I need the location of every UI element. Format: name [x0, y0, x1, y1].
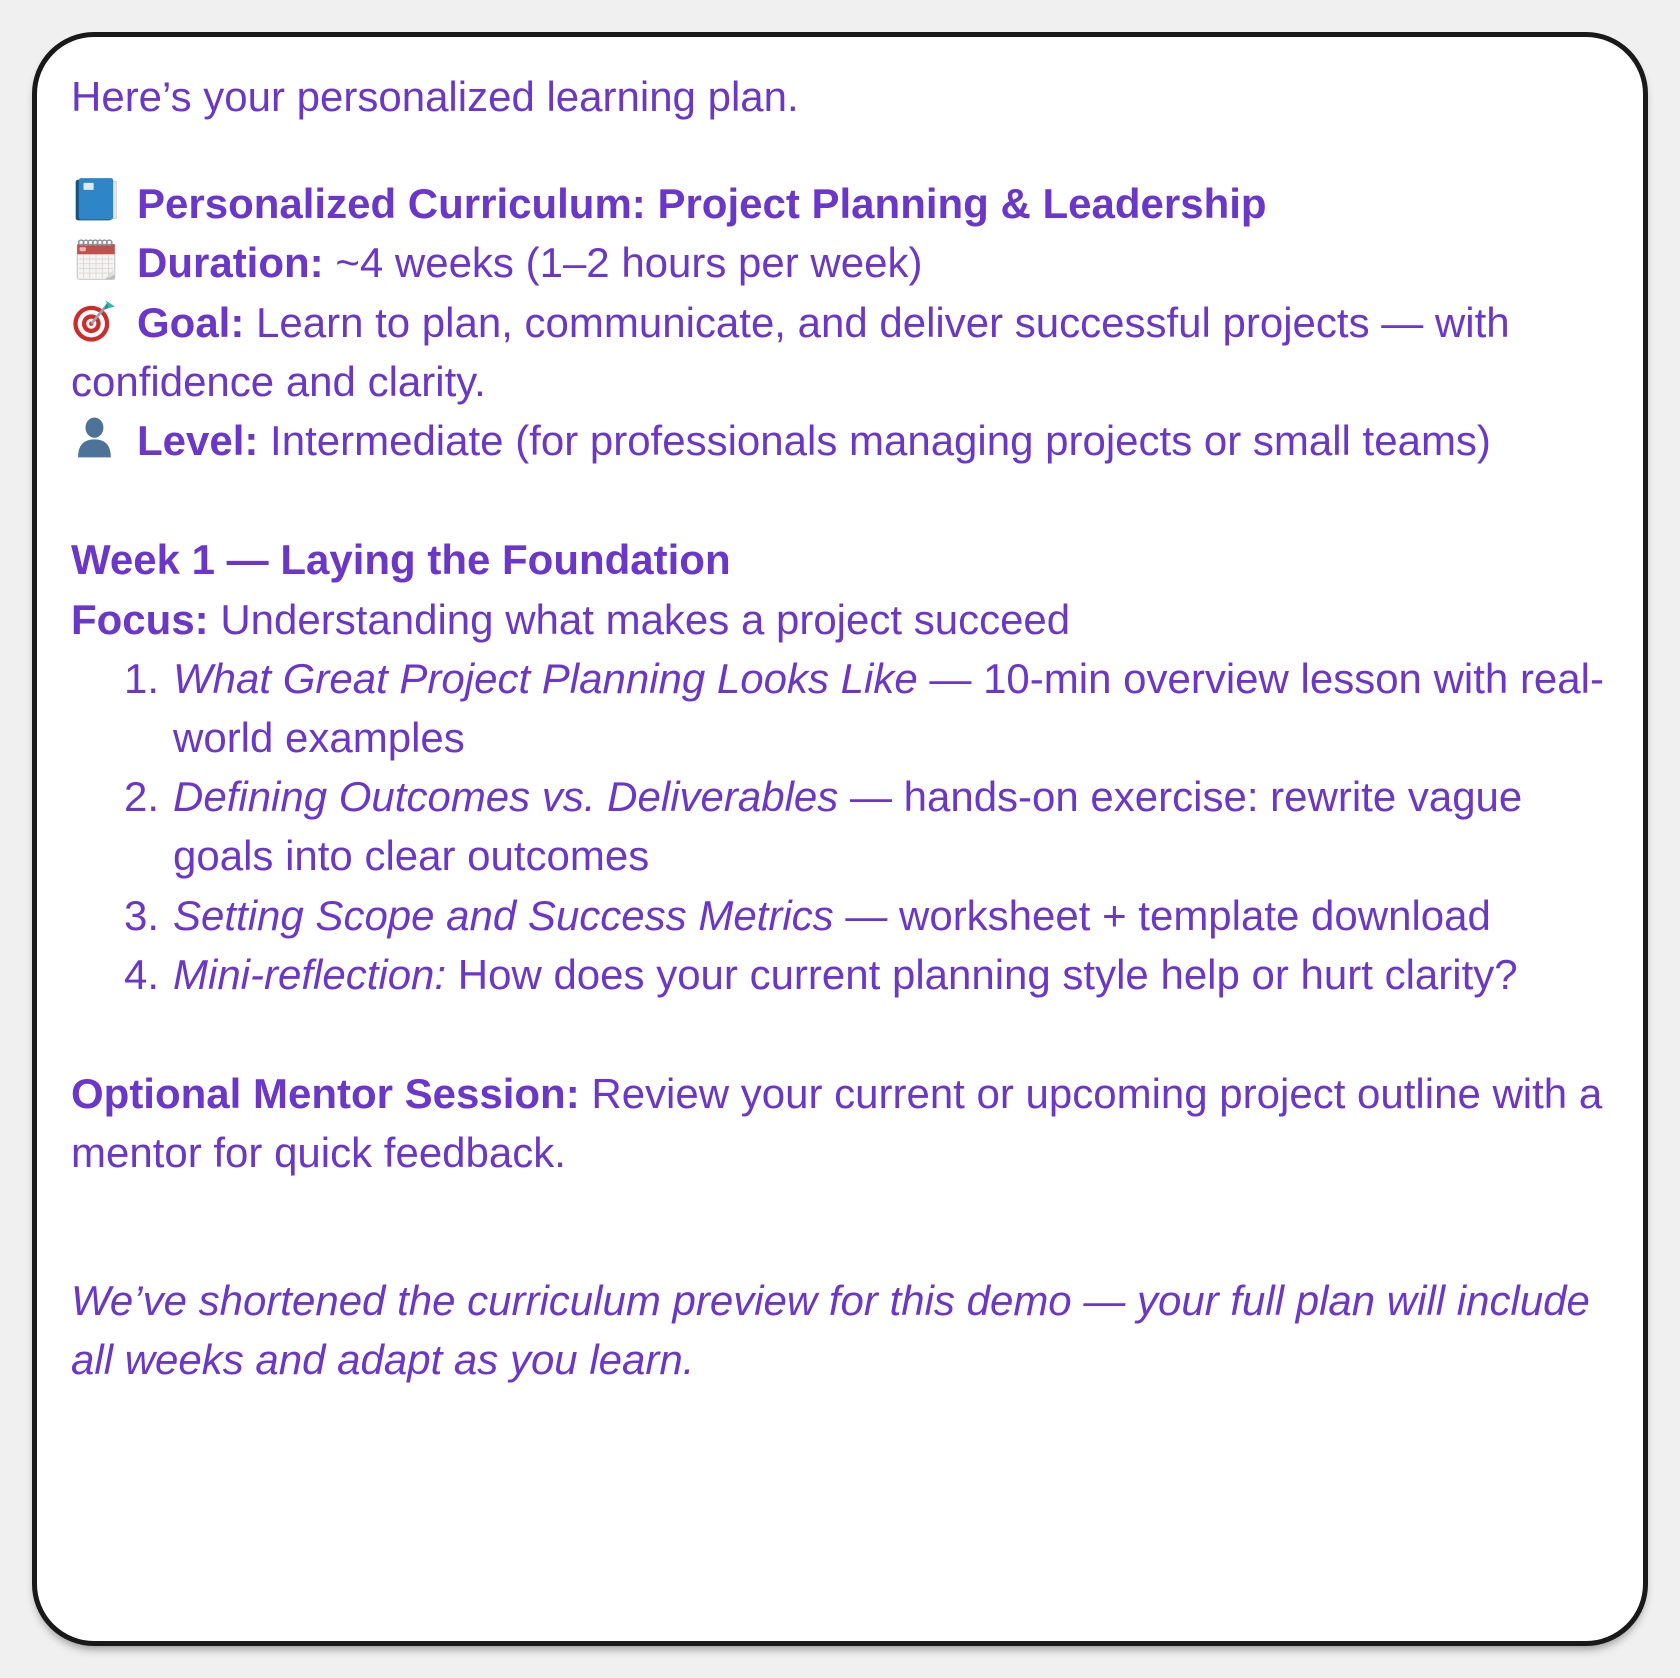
mentor-session-line — [71, 1064, 1607, 1182]
goal-line — [71, 293, 1607, 411]
intro-text: Here’s your personalized learning plan. — [71, 73, 799, 120]
blue-book-icon — [71, 174, 121, 226]
week1-focus-line — [71, 590, 1607, 649]
list-item-number: 3. — [123, 891, 159, 939]
list-item — [71, 767, 1607, 885]
list-item — [71, 886, 1607, 945]
list-item — [71, 649, 1607, 767]
lesson-title: Setting Scope and Success Metrics — [173, 891, 834, 939]
list-item — [71, 945, 1607, 1004]
list-item-text — [173, 886, 1607, 945]
lesson-description: How does your current planning style help or hurt clarity? — [446, 950, 1518, 998]
goal-text: Learn to plan, communicate, and deliver successful projects — with confidence and clarity. — [71, 298, 1510, 405]
level-text: Intermediate (for professionals managing projects or small teams) — [258, 417, 1491, 465]
duration-line — [71, 233, 1607, 292]
list-item-number: 4. — [123, 950, 159, 998]
lesson-description: — hands-on exercise: rewrite vague goals into clear outcomes — [173, 773, 1523, 880]
list-item-text — [173, 649, 1607, 767]
lesson-title: Defining Outcomes vs. Deliverables — [173, 773, 839, 821]
duration-text: ~4 weeks (1–2 hours per week) — [323, 239, 923, 287]
spiral-calendar-icon — [71, 233, 121, 285]
goal-label: Goal: — [137, 298, 245, 346]
lesson-title: Mini-reflection: — [173, 950, 447, 998]
curriculum-title: Personalized Curriculum: Project Planning & Leadership — [137, 180, 1267, 228]
list-item-number: 2. — [123, 773, 159, 821]
focus-label: Focus: — [71, 595, 209, 643]
demo-disclaimer: We’ve shortened the curriculum preview for this demo — your full plan will include all weeks and adapt as you learn. — [71, 1276, 1590, 1383]
level-line — [71, 411, 1607, 470]
week1-heading: Week 1 — Laying the Foundation — [71, 536, 731, 584]
curriculum-title-line — [71, 174, 1607, 233]
list-item-text — [173, 945, 1607, 1004]
list-item-number: 1. — [123, 654, 159, 702]
learning-plan-message — [71, 67, 1607, 1389]
lesson-description: — 10-min overview lesson with real-world examples — [173, 654, 1604, 761]
lesson-title: What Great Project Planning Looks Like — [173, 654, 918, 702]
focus-text: Understanding what makes a project succeed — [208, 595, 1071, 643]
duration-label: Duration: — [137, 239, 324, 287]
mentor-session-label: Optional Mentor Session: — [71, 1070, 580, 1118]
message-card — [32, 32, 1648, 1646]
direct-hit-icon — [71, 293, 121, 345]
lesson-list — [71, 649, 1607, 1004]
lesson-description: — worksheet + template download — [833, 891, 1491, 939]
mentor-session-text: Review your current or upcoming project outline with a mentor for quick feedback. — [71, 1070, 1603, 1177]
bust-silhouette-icon — [71, 411, 121, 463]
level-label: Level: — [137, 417, 259, 465]
list-item-text — [173, 767, 1607, 885]
